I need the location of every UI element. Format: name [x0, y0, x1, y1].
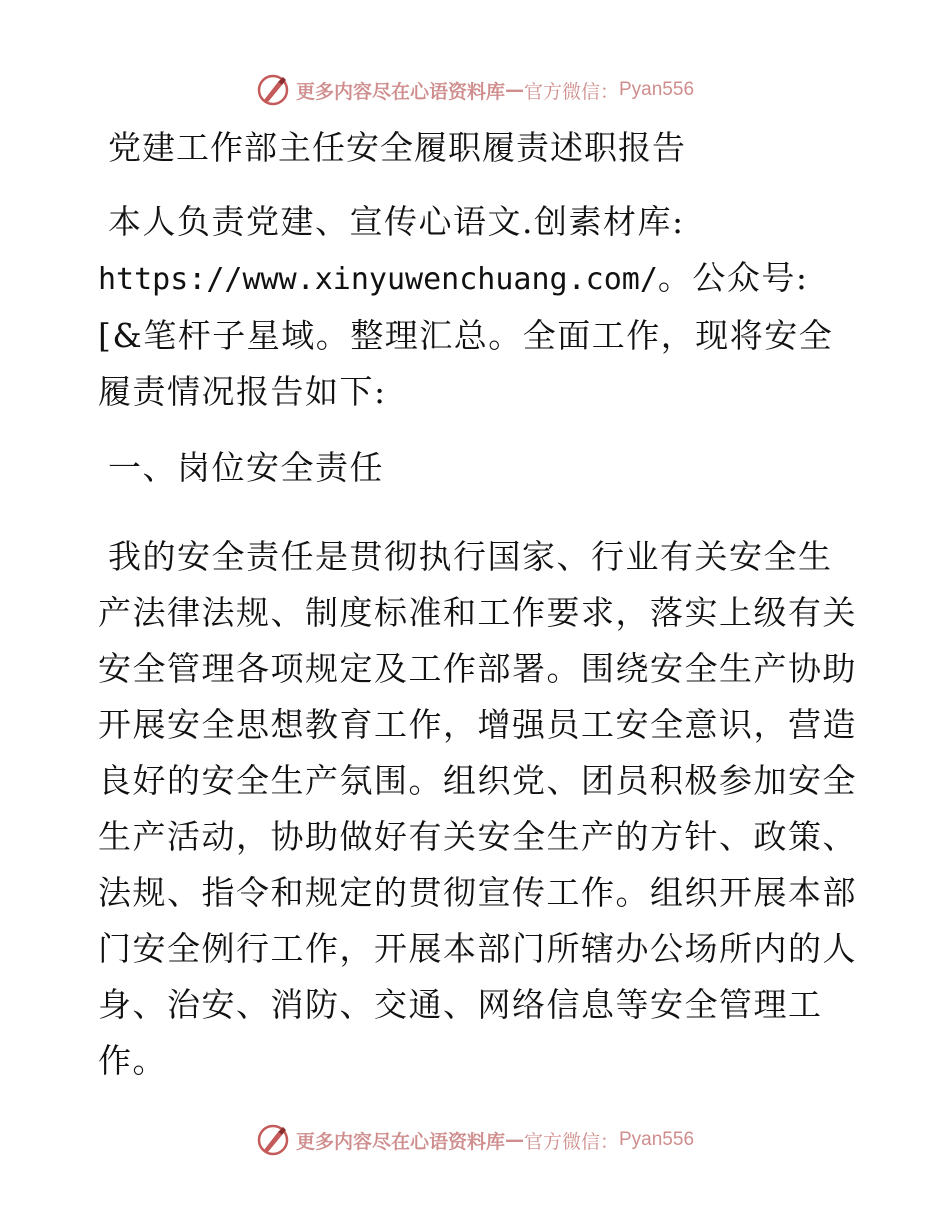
- intro-text-1: 本人负责党建、宣传心语文.创素材库:: [108, 202, 685, 241]
- banner-wechat-label: 官方微信：: [523, 80, 619, 103]
- quill-pen-logo-icon: [256, 1123, 290, 1157]
- banner-text: 更多内容尽在心语资料库: [295, 80, 505, 103]
- intro-text-2: 。公众号: [&笔杆子星域。整理汇总。全面工作，现将安全履责情况报告如下:: [98, 258, 834, 411]
- intro-paragraph: [98, 194, 858, 420]
- quill-pen-logo-icon: [256, 73, 290, 107]
- section-1-heading: 一、岗位安全责任: [108, 448, 384, 487]
- intro-url: https://www.xinyuwenchuang.com/: [98, 262, 658, 297]
- banner-text: 更多内容尽在心语资料库: [295, 1130, 505, 1153]
- section-1-body: 我的安全责任是贯彻执行国家、行业有关安全生产法律法规、制度标准和工作要求，落实上级有关安全管理各项规定及工作部署。围绕安全生产协助开展安全思想教育工作，增强员工安全意识，营造良好的安全生产氛围。组织党、团员积极参加安全生产活动，协助做好有关安全生产的方针、政策、法规、指令和规定的贯彻宣传工作。组织开展本部门安全例行工作，开展本部门所辖办公场所内的人身、治安、消防、交通、网络信息等安全管理工作。: [98, 537, 857, 1080]
- header-banner: [0, 70, 950, 110]
- banner-dash: —: [504, 79, 524, 101]
- footer-banner: [0, 1120, 950, 1160]
- banner-wechat-label: 官方微信：: [523, 1130, 619, 1153]
- document-body: [98, 122, 858, 1089]
- banner-dash: —: [504, 1129, 524, 1151]
- banner-wechat-handle: Pyan556: [619, 79, 695, 100]
- banner-wechat-handle: Pyan556: [619, 1129, 695, 1150]
- document-title: 党建工作部主任安全履职履责述职报告: [108, 128, 686, 167]
